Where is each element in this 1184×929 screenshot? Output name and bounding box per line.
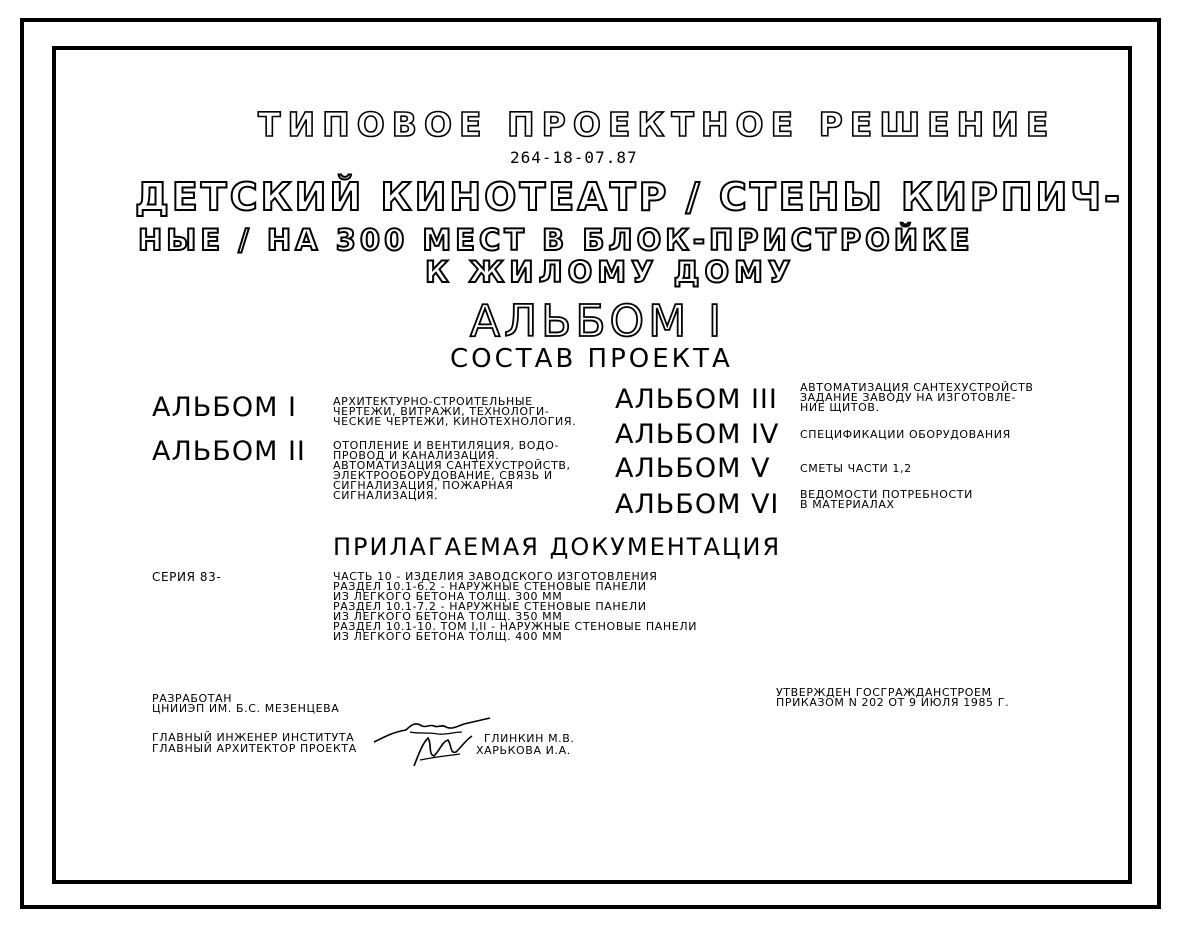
composition-heading: СОСТАВ ПРОЕКТА (450, 344, 733, 374)
series-label: СЕРИЯ 83- (152, 570, 222, 584)
album-6-line: ВЕДОМОСТИ ПОТРЕБНОСТИ (800, 488, 973, 501)
album-5-line: СМЕТЫ ЧАСТИ 1,2 (800, 462, 912, 475)
album-2-line: АВТОМАТИЗАЦИЯ САНТЕХУСТРОЙСТВ, (333, 459, 571, 472)
album-1-line: АРХИТЕКТУРНО-СТРОИТЕЛЬНЫЕ (333, 395, 533, 408)
album-1-line: ЧЕСКИЕ ЧЕРТЕЖИ, КИНОТЕХНОЛОГИЯ. (333, 415, 577, 428)
signatory-1-name: ГЛИНКИН М.В. (484, 732, 575, 745)
series-line: ИЗ ЛЕГКОГО БЕТОНА ТОЛЩ. 300 ММ (333, 590, 563, 603)
series-line: ИЗ ЛЕГКОГО БЕТОНА ТОЛЩ. 400 ММ (333, 630, 563, 643)
series-line: ИЗ ЛЕГКОГО БЕТОНА ТОЛЩ. 350 ММ (333, 610, 563, 623)
album-6-label: АЛЬБОМ VI (615, 489, 780, 520)
album-3-line: ЗАДАНИЕ ЗАВОДУ НА ИЗГОТОВЛЕ- (800, 391, 1017, 404)
series-line: РАЗДЕЛ 10.1-6.2 - НАРУЖНЫЕ СТЕНОВЫЕ ПАНЕЛИ (333, 580, 647, 593)
album-3-line: НИЕ ЩИТОВ. (800, 401, 880, 414)
album-6-description (800, 490, 973, 510)
album-2-line: ОТОПЛЕНИЕ И ВЕНТИЛЯЦИЯ, ВОДО- (333, 439, 560, 452)
developed-line: РАЗРАБОТАН (152, 692, 233, 705)
album-1-description (333, 397, 576, 427)
signatory-2-name: ХАРЬКОВА И.А. (476, 744, 571, 757)
album-2-description (333, 441, 571, 501)
album-2-label: АЛЬБОМ II (152, 436, 306, 467)
series-line: РАЗДЕЛ 10.1-10. ТОМ I,II - НАРУЖНЫЕ СТЕНОВЫЕ ПАНЕЛИ (333, 620, 698, 633)
approved-line: УТВЕРЖДЕН ГОСГРАЖДАНСТРОЕМ (776, 686, 992, 699)
approved-block (776, 688, 1009, 708)
album-2-line: ПРОВОД И КАНАЛИЗАЦИЯ. (333, 449, 500, 462)
album-1-line: ЧЕРТЕЖИ, ВИТРАЖИ, ТЕХНОЛОГИ- (333, 405, 550, 418)
series-line: РАЗДЕЛ 10.1-7.2 - НАРУЖНЫЕ СТЕНОВЫЕ ПАНЕЛИ (333, 600, 647, 613)
project-code: 264-18-07.87 (510, 148, 638, 167)
developed-line: ЦНИИЭП ИМ. Б.С. МЕЗЕНЦЕВА (152, 702, 340, 715)
document-title: ТИПОВОЕ ПРОЕКТНОЕ РЕШЕНИЕ (258, 105, 1056, 144)
album-4-label: АЛЬБОМ IV (615, 419, 780, 450)
series-description (333, 572, 697, 642)
album-heading: АЛЬБОМ I (470, 296, 726, 347)
subject-line-3: К ЖИЛОМУ ДОМУ (425, 255, 796, 289)
album-2-line: СИГНАЛИЗАЦИЯ. (333, 489, 439, 502)
album-1-label: АЛЬБОМ I (152, 392, 297, 423)
album-4-line: СПЕЦИФИКАЦИИ ОБОРУДОВАНИЯ (800, 428, 1011, 441)
album-5-description (800, 464, 912, 474)
signature-2-icon (410, 730, 476, 770)
approved-line: ПРИКАЗОМ N 202 ОТ 9 ИЮЛЯ 1985 Г. (776, 696, 1010, 709)
developed-block (152, 694, 339, 714)
album-4-description (800, 430, 1011, 440)
album-2-line: ЭЛЕКТРООБОРУДОВАНИЕ, СВЯЗЬ И (333, 469, 553, 482)
attached-heading: ПРИЛАГАЕМАЯ ДОКУМЕНТАЦИЯ (333, 533, 782, 561)
album-3-description (800, 383, 1034, 413)
series-line: ЧАСТЬ 10 - ИЗДЕЛИЯ ЗАВОДСКОГО ИЗГОТОВЛЕНИЯ (333, 570, 658, 583)
album-3-label: АЛЬБОМ III (615, 384, 778, 415)
album-2-line: СИГНАЛИЗАЦИЯ, ПОЖАРНАЯ (333, 479, 514, 492)
subject-line-1: ДЕТСКИЙ КИНОТЕАТР / СТЕНЫ КИРПИЧ- (135, 175, 1123, 219)
album-3-line: АВТОМАТИЗАЦИЯ САНТЕХУСТРОЙСТВ (800, 381, 1034, 394)
subject-line-2: НЫЕ / НА 300 МЕСТ В БЛОК-ПРИСТРОЙКЕ (138, 223, 974, 257)
album-6-line: В МАТЕРИАЛАХ (800, 498, 895, 511)
signatory-1-role: ГЛАВНЫЙ ИНЖЕНЕР ИНСТИТУТА (152, 731, 355, 744)
signatory-2-role: ГЛАВНЫЙ АРХИТЕКТОР ПРОЕКТА (152, 742, 357, 755)
album-5-label: АЛЬБОМ V (615, 453, 771, 484)
